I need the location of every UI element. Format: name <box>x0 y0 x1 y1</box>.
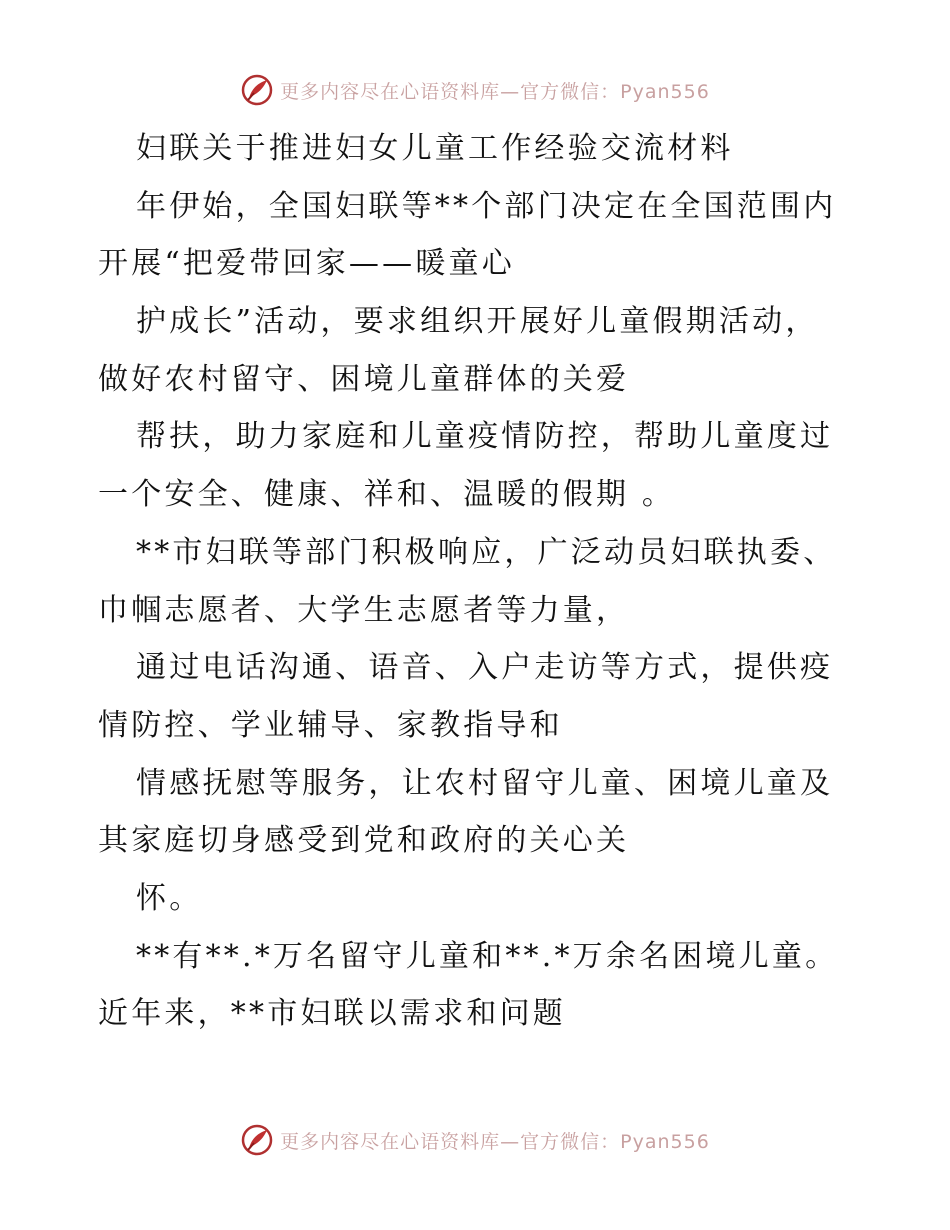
paragraph-line: 做好农村留守、困境儿童群体的关爱 <box>98 361 630 397</box>
paragraph-line: 帮扶，助力家庭和儿童疫情防控，帮助儿童度过 <box>136 419 834 455</box>
watermark-text: 更多内容尽在心语资料库—官方微信：Pyan556 <box>280 1130 710 1153</box>
feather-quill-logo-icon <box>240 1123 274 1157</box>
paragraph-line: 情防控、学业辅导、家教指导和 <box>98 707 563 743</box>
paragraph-line: 一个安全、健康、祥和、温暖的假期 。 <box>98 477 676 513</box>
paragraph-line: 巾帼志愿者、大学生志愿者等力量， <box>98 592 630 628</box>
document-body <box>98 120 858 1043</box>
feather-quill-logo-icon <box>240 73 274 107</box>
paragraph-line: **市妇联等部门积极响应，广泛动员妇联执委、 <box>136 534 837 570</box>
header-watermark <box>0 70 950 110</box>
paragraph-line: 情感抚慰等服务，让农村留守儿童、困境儿童及 <box>136 765 834 801</box>
paragraph-line: 开展“把爱带回家——暖童心 <box>98 246 515 282</box>
paragraph-line: **有**.*万名留守儿童和**.*万余名困境儿童。 <box>136 938 839 974</box>
watermark-text: 更多内容尽在心语资料库—官方微信：Pyan556 <box>280 80 710 103</box>
paragraph-line: 年伊始，全国妇联等**个部门决定在全国范围内 <box>136 188 837 224</box>
paragraph-line: 通过电话沟通、语音、入户走访等方式，提供疫 <box>136 650 834 686</box>
paragraph-line: 护成长”活动，要求组织开展好儿童假期活动， <box>136 304 819 340</box>
paragraph-line: 其家庭切身感受到党和政府的关心关 <box>98 823 630 859</box>
paragraph-line: 怀。 <box>136 880 203 916</box>
footer-watermark <box>0 1120 950 1160</box>
paragraph-line: 近年来，**市妇联以需求和问题 <box>98 996 566 1032</box>
document-title: 妇联关于推进妇女儿童工作经验交流材料 <box>136 131 734 166</box>
